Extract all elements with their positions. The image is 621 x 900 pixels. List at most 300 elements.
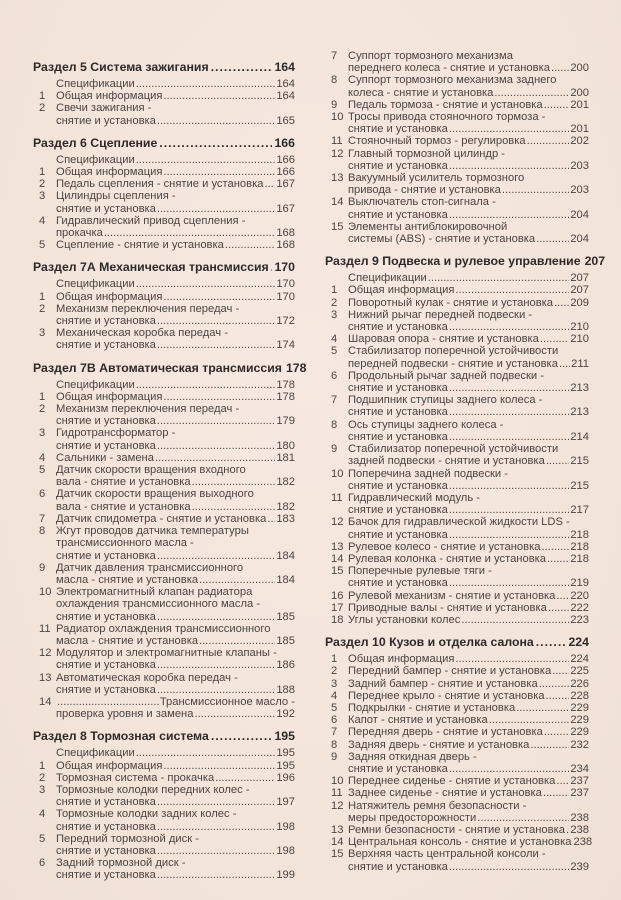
entry-line <box>348 406 589 418</box>
toc-entry[interactable] <box>33 525 295 562</box>
entry-number: 3 <box>39 190 46 203</box>
entry-number: 3 <box>39 427 46 440</box>
entry-line <box>56 833 295 845</box>
entry-line <box>56 708 295 720</box>
toc-entry[interactable] <box>325 602 589 614</box>
entry-number: 5 <box>39 239 46 252</box>
entry-title: Общая информация <box>56 759 163 772</box>
toc-section <box>325 50 589 245</box>
entry-line <box>56 403 295 415</box>
section-page-number: 207 <box>584 254 606 269</box>
entry-page-number: 215 <box>570 455 589 468</box>
entry-body <box>56 772 295 784</box>
entry-title: переднего колеса - снятие и установка <box>348 62 550 75</box>
entry-title: Модулятор и электромагнитные клапаны - <box>56 647 277 660</box>
entry-page-number: 183 <box>276 512 295 525</box>
toc-entry[interactable] <box>325 443 589 467</box>
section-heading[interactable] <box>33 136 295 151</box>
dot-leader <box>461 614 569 626</box>
toc-entry[interactable] <box>33 379 295 391</box>
toc-entry[interactable] <box>325 848 589 872</box>
entry-page-number: 186 <box>276 659 295 672</box>
toc-entry[interactable] <box>33 647 295 671</box>
toc-entry[interactable] <box>33 78 295 90</box>
entry-title: Переднее крыло - снятие и установка <box>348 689 545 702</box>
entry-page-number: 178 <box>276 390 295 403</box>
toc-entry[interactable] <box>33 488 295 512</box>
entry-title: снятие и установка <box>348 430 448 443</box>
dot-leader <box>455 284 569 296</box>
entry-page-number: 218 <box>570 552 589 565</box>
entry-page-number: 238 <box>573 836 593 849</box>
entry-page-number: 184 <box>276 573 295 586</box>
entry-number <box>331 272 348 284</box>
entry-title: Нижний рычаг передней подвески - <box>348 308 533 321</box>
entry-body <box>348 309 589 333</box>
entry-number: 7 <box>331 50 338 62</box>
entry-number: 9 <box>331 98 338 111</box>
entry-line <box>348 172 589 184</box>
entry-title: Поперечина задней подвески - <box>348 467 509 480</box>
toc-entry[interactable] <box>325 148 589 172</box>
toc-entry[interactable] <box>33 833 295 857</box>
entry-number: 12 <box>39 647 52 660</box>
entry-title: Датчик скорости вращения входного <box>56 464 246 477</box>
entry-body <box>348 468 589 492</box>
entry-line <box>348 665 589 677</box>
entry-line <box>348 775 589 787</box>
entry-line <box>348 382 589 394</box>
entry-line <box>348 209 589 221</box>
entry-title: снятие и установка <box>348 123 448 136</box>
toc-entry[interactable] <box>325 297 589 309</box>
section-title: Раздел 7А Механическая трансмиссия <box>33 260 269 275</box>
dot-leader <box>489 714 570 726</box>
entry-line <box>56 747 295 759</box>
toc-entry[interactable] <box>325 751 589 775</box>
toc-entry[interactable] <box>325 678 589 690</box>
section-title: Раздел 8 Тормозная система <box>33 729 209 744</box>
entry-page-number: 239 <box>570 860 589 873</box>
toc-entry[interactable] <box>33 166 295 178</box>
entry-line <box>348 184 589 196</box>
toc-entry[interactable] <box>33 808 295 832</box>
toc-entry[interactable] <box>33 291 295 303</box>
toc-entry[interactable] <box>325 726 589 738</box>
toc-entry[interactable] <box>33 90 295 102</box>
entry-title: Суппорт тормозного механизма заднего <box>348 74 557 87</box>
toc-entry[interactable] <box>325 284 589 296</box>
section-heading[interactable] <box>325 254 606 269</box>
entry-body <box>348 836 593 849</box>
entry-page-number: 207 <box>570 272 589 285</box>
entry-page-number: 195 <box>276 747 295 760</box>
entry-page-number: 215 <box>570 479 589 492</box>
dot-leader <box>449 382 569 394</box>
entry-title: снятие и установка <box>348 504 448 517</box>
entry-title: Общая информация <box>56 390 163 403</box>
entry-line <box>56 623 295 635</box>
entry-line <box>56 239 295 251</box>
entry-title: Шаровая опора - снятие и установка <box>348 333 539 346</box>
toc-entry[interactable] <box>325 714 589 726</box>
entry-body <box>56 166 295 178</box>
toc-entry[interactable] <box>33 178 295 190</box>
entry-number: 13 <box>331 540 344 553</box>
toc-entry[interactable] <box>325 690 589 702</box>
entry-number: 1 <box>39 759 46 772</box>
entry-line <box>56 102 295 114</box>
entry-body <box>56 647 295 671</box>
entry-number: 6 <box>331 369 338 382</box>
entry-page-number: 201 <box>570 98 589 111</box>
entry-page-number: 228 <box>570 689 589 702</box>
entry-title: Ось ступицы заднего колеса - <box>348 418 504 431</box>
entry-number: 3 <box>331 677 338 690</box>
entry-line <box>56 115 295 127</box>
toc-entry[interactable] <box>33 278 295 290</box>
entry-number: 8 <box>39 525 46 538</box>
entry-line <box>56 635 295 647</box>
toc-entry[interactable] <box>325 614 589 626</box>
toc-entry[interactable] <box>33 747 295 759</box>
entry-body <box>348 345 589 369</box>
entry-number: 9 <box>39 561 46 574</box>
toc-entry[interactable] <box>33 672 295 696</box>
toc-entry[interactable] <box>33 327 295 351</box>
dot-leader <box>157 869 275 881</box>
entry-body <box>348 443 589 467</box>
entry-body <box>348 787 589 799</box>
dot-leader <box>449 861 569 873</box>
entry-page-number: 198 <box>276 844 295 857</box>
entry-line <box>348 614 589 626</box>
toc-entry[interactable] <box>33 239 295 251</box>
entry-title: Тормозные колодки задних колес - <box>56 808 237 821</box>
dot-leader <box>540 333 569 345</box>
entry-title: снятие и установка <box>56 683 156 696</box>
toc-entry[interactable] <box>325 74 589 98</box>
dot-leader <box>449 160 569 172</box>
entry-body <box>56 696 295 720</box>
dot-leader <box>449 763 569 775</box>
entry-line <box>56 339 295 351</box>
entry-line <box>56 278 295 290</box>
toc-entry[interactable] <box>325 172 589 196</box>
entry-body <box>348 590 589 602</box>
entry-title: Поворотный кулак - снятие и установка <box>348 296 554 309</box>
dot-leader <box>449 577 569 589</box>
entry-line <box>348 751 589 763</box>
entry-line <box>56 659 295 671</box>
toc-entry[interactable] <box>33 303 295 327</box>
toc-entry[interactable] <box>33 190 295 214</box>
dot-leader <box>136 154 276 166</box>
entry-line <box>56 796 295 808</box>
section-heading[interactable] <box>33 360 307 376</box>
toc-entry[interactable] <box>325 309 589 333</box>
entry-number: 11 <box>331 787 343 800</box>
toc-entry[interactable] <box>33 391 295 403</box>
entry-body <box>56 291 295 303</box>
toc-entry[interactable] <box>325 824 589 836</box>
section-page-number: 166 <box>274 135 295 150</box>
toc-entry[interactable] <box>33 215 295 239</box>
entry-title: меры предосторожности <box>348 811 477 824</box>
entry-body <box>56 808 295 832</box>
entry-page-number: 179 <box>276 415 295 428</box>
toc-entry[interactable] <box>325 333 589 345</box>
toc-entry[interactable] <box>325 590 589 602</box>
entry-page-number: 185 <box>276 634 295 647</box>
entry-page-number: 237 <box>570 787 589 800</box>
entry-line <box>56 772 295 784</box>
entry-title: снятие и установка <box>56 796 156 809</box>
toc-entry[interactable] <box>325 50 589 74</box>
dot-leader <box>544 726 569 738</box>
entry-page-number: 217 <box>570 504 589 517</box>
entry-line <box>348 480 589 492</box>
toc-entry[interactable] <box>325 787 589 799</box>
dot-leader <box>157 845 275 857</box>
toc-entry[interactable] <box>325 272 589 284</box>
entry-line <box>348 221 589 233</box>
entry-body <box>348 333 589 345</box>
toc-entry[interactable] <box>325 739 589 751</box>
toc-entry[interactable] <box>325 135 589 147</box>
entry-title: Жгут проводов датчика температуры <box>56 525 249 538</box>
entry-title: Цилиндры сцепления - <box>56 190 176 203</box>
toc-entry[interactable] <box>33 427 295 451</box>
entry-page-number: 195 <box>276 759 295 772</box>
entry-line <box>56 562 295 574</box>
dot-leader <box>264 178 275 190</box>
section-heading[interactable] <box>33 60 295 75</box>
entry-line <box>56 440 295 452</box>
entry-body <box>348 565 589 589</box>
entry-title: снятие и установка <box>348 528 448 541</box>
entry-title: снятие и установка <box>56 549 156 562</box>
entry-body <box>348 99 589 111</box>
entry-line <box>56 684 295 696</box>
entry-page-number: 218 <box>570 540 589 553</box>
entry-line <box>56 203 295 215</box>
entry-body <box>348 602 589 614</box>
toc-entry[interactable] <box>325 492 589 516</box>
entry-line <box>348 678 589 690</box>
section-heading[interactable] <box>325 635 589 650</box>
entry-page-number: 220 <box>570 589 589 602</box>
entry-line <box>56 190 295 202</box>
toc-entry[interactable] <box>33 154 295 166</box>
entry-number: 16 <box>331 589 344 602</box>
dot-leader <box>494 87 569 99</box>
entry-page-number: 210 <box>570 321 589 334</box>
entry-line <box>348 99 589 111</box>
entry-title: трансмиссионного масла - <box>56 537 194 550</box>
dot-leader <box>536 635 567 650</box>
entry-number: 2 <box>39 403 46 416</box>
entry-title: снятие и установка <box>56 339 156 352</box>
dot-leader <box>271 260 273 275</box>
toc-entry[interactable] <box>325 565 589 589</box>
dot-leader <box>211 729 273 744</box>
entry-body <box>56 513 295 525</box>
toc-entry[interactable] <box>325 111 589 135</box>
toc-entry[interactable] <box>325 775 589 787</box>
toc-entry[interactable] <box>33 403 295 427</box>
toc-entry[interactable] <box>33 696 295 720</box>
toc-entry[interactable] <box>33 784 295 808</box>
dot-leader <box>267 513 275 525</box>
entry-page-number: 214 <box>570 430 589 443</box>
entry-number: 14 <box>331 836 344 849</box>
toc-entry[interactable] <box>325 370 589 394</box>
entry-page-number: 213 <box>570 382 589 395</box>
entry-title: Трансмиссионное масло - <box>159 695 295 708</box>
toc-entry[interactable] <box>325 99 589 111</box>
entry-title: Передний бампер - снятие и установка <box>348 665 552 678</box>
toc-entry[interactable] <box>33 513 295 525</box>
entry-page-number: 213 <box>570 406 589 419</box>
toc-entry[interactable] <box>325 516 589 540</box>
entry-title: Переднее сиденье - снятие и установка <box>348 775 556 788</box>
toc-entry[interactable] <box>33 586 295 623</box>
toc-entry[interactable] <box>33 760 295 772</box>
entry-body <box>56 178 295 190</box>
dot-leader <box>516 702 569 714</box>
entry-body <box>56 90 295 102</box>
section-page-number: 195 <box>274 729 295 744</box>
entry-number: 8 <box>331 74 338 87</box>
entry-title: Свечи зажигания - <box>56 102 152 115</box>
entry-line <box>56 821 295 833</box>
entry-line <box>348 577 589 589</box>
toc-entry[interactable] <box>325 394 589 418</box>
entry-title: вала - снятие и установка <box>56 500 191 513</box>
toc-entry[interactable] <box>325 836 593 849</box>
toc-entry[interactable] <box>325 419 589 443</box>
toc-entry[interactable] <box>33 464 295 488</box>
entry-page-number: 170 <box>276 290 295 303</box>
dot-leader <box>502 184 569 196</box>
entry-body <box>348 665 589 677</box>
entry-line <box>56 586 295 598</box>
entry-line <box>56 857 295 869</box>
entry-title: снятие и установка <box>348 382 448 395</box>
entry-line <box>56 784 295 796</box>
dot-leader <box>552 665 569 677</box>
toc-entry[interactable] <box>325 196 589 220</box>
toc-entry[interactable] <box>325 800 589 824</box>
toc-entry[interactable] <box>325 553 589 565</box>
entry-page-number: 201 <box>570 123 589 136</box>
section-page-number: 224 <box>568 635 589 650</box>
entry-body <box>348 492 589 516</box>
entry-line <box>348 824 589 836</box>
section-heading[interactable] <box>33 260 295 275</box>
toc-entry[interactable] <box>325 345 589 369</box>
entry-title: Тормозные колодки передних колес - <box>56 783 250 796</box>
entry-number: 5 <box>331 345 338 358</box>
entry-number: 12 <box>331 147 344 160</box>
entry-line <box>348 516 589 528</box>
entry-line <box>348 370 589 382</box>
entry-body <box>348 74 589 98</box>
entry-title: Центральная консоль - снятие и установка <box>348 836 572 849</box>
dot-leader <box>157 611 275 623</box>
entry-body <box>348 848 589 872</box>
entry-line <box>56 574 295 586</box>
entry-body <box>56 586 295 623</box>
dot-leader <box>455 653 569 665</box>
toc-entry[interactable] <box>33 452 295 464</box>
entry-page-number: 229 <box>570 726 589 739</box>
toc-entry[interactable] <box>325 653 589 665</box>
entry-line <box>348 565 589 577</box>
dot-leader <box>559 358 570 370</box>
entry-line <box>348 541 589 553</box>
entry-page-number: 167 <box>276 178 295 191</box>
toc-entry[interactable] <box>33 623 295 647</box>
toc-entry[interactable] <box>33 772 295 784</box>
toc-entry[interactable] <box>325 468 589 492</box>
entry-line <box>348 309 589 321</box>
entry-body <box>56 623 295 647</box>
toc-entry[interactable] <box>325 702 589 714</box>
entry-line <box>348 714 589 726</box>
entry-title: Стабилизатор поперечной устойчивости <box>348 345 559 358</box>
toc-section <box>33 360 307 721</box>
toc-section <box>33 260 295 351</box>
entry-number: 1 <box>39 90 46 103</box>
entry-title: Заднее сиденье - снятие и установка <box>348 787 542 800</box>
section-title: Раздел 9 Подвеска и рулевое управление <box>325 254 581 269</box>
entry-page-number: 168 <box>276 239 295 252</box>
toc-entry[interactable] <box>325 221 589 245</box>
entry-line <box>56 391 295 403</box>
entry-body <box>56 784 295 808</box>
entry-number <box>39 278 56 290</box>
entry-line <box>56 476 295 488</box>
entry-number: 9 <box>331 750 338 763</box>
toc-entry[interactable] <box>33 102 295 126</box>
entry-page-number: 204 <box>570 233 589 246</box>
dot-leader <box>104 227 276 239</box>
dot-leader <box>157 339 275 351</box>
entry-number: 18 <box>331 613 344 626</box>
entry-page-number: 229 <box>570 714 589 727</box>
entry-body <box>56 562 295 586</box>
entry-number: 15 <box>331 220 344 233</box>
section-heading[interactable] <box>33 729 295 744</box>
entry-line <box>56 415 295 427</box>
toc-entry[interactable] <box>33 562 295 586</box>
entry-line <box>348 468 589 480</box>
entry-number: 4 <box>331 333 338 346</box>
entry-title: Рулевое колесо - снятие и установка <box>348 540 541 553</box>
toc-entry[interactable] <box>325 541 589 553</box>
toc-entry[interactable] <box>33 857 295 881</box>
entry-title: системы (ABS) - снятие и установка <box>348 233 536 246</box>
toc-entry[interactable] <box>325 665 589 677</box>
entry-number: 17 <box>331 601 344 614</box>
entry-title: снятие и установка <box>56 202 156 215</box>
entry-title: привода - снятие и установка <box>348 184 501 197</box>
entry-page-number: 174 <box>276 339 295 352</box>
entry-number: 3 <box>331 308 338 321</box>
entry-title: Гидротрансформатор - <box>56 427 176 440</box>
